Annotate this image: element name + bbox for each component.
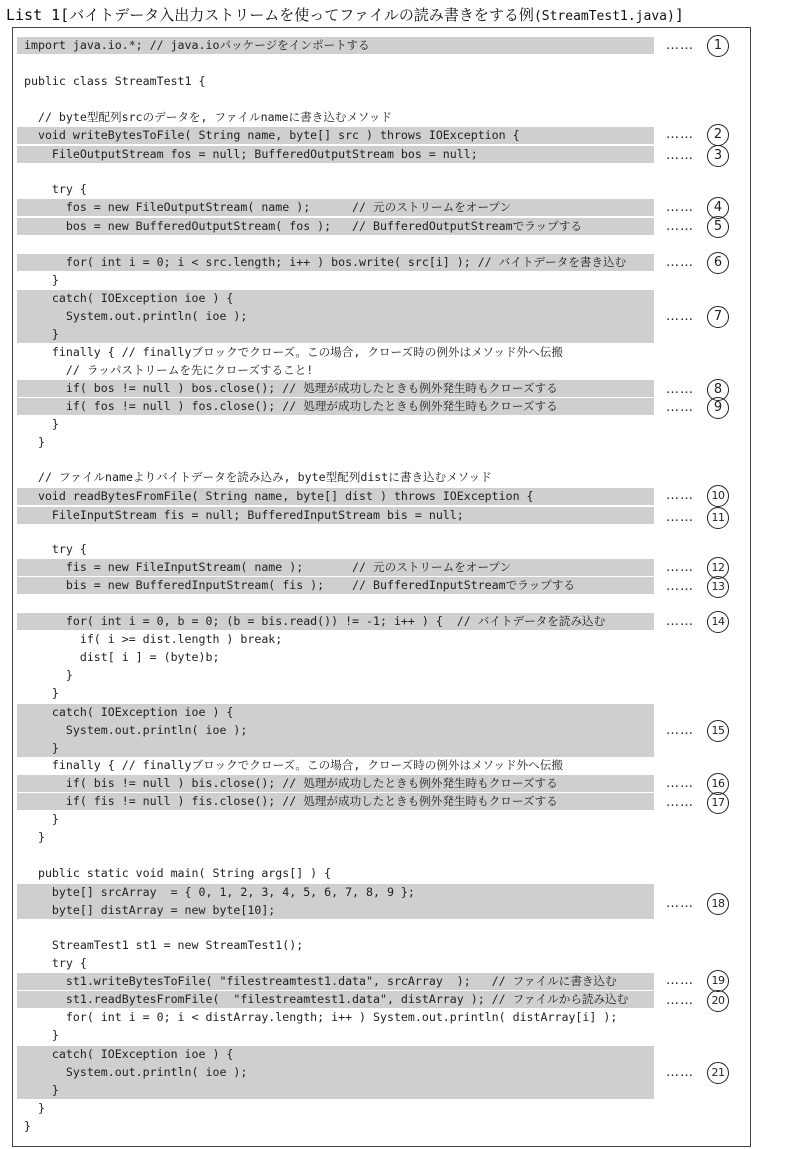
code-line: FileInputStream fis = null; BufferedInputStream bis = null;	[24, 508, 464, 522]
code-line: public class StreamTest1 {	[24, 74, 206, 88]
circled-number: 3	[707, 145, 729, 167]
line-marker	[666, 576, 756, 600]
line-marker	[666, 611, 756, 635]
line-marker	[666, 145, 756, 169]
code-line: if( fis != null ) fis.close(); // 処理が成功したときも例外発生時もクローズする	[24, 794, 558, 808]
leader-dots: ……	[666, 255, 694, 270]
title-main: バイトデータ入出力ストリームを使ってファイルの読み書きをする例	[69, 6, 534, 24]
line-marker	[666, 216, 756, 240]
code-line: }	[24, 1119, 31, 1133]
circled-number: 17	[707, 792, 729, 814]
code-line: fis = new FileInputStream( name ); // 元のストリームをオープン	[24, 560, 512, 574]
leader-dots: ……	[666, 510, 694, 525]
leader-dots: ……	[666, 776, 694, 791]
code-line: if( fos != null ) fos.close(); // 処理が成功したときも例外発生時もクローズする	[24, 399, 558, 413]
code-line: public static void main( String args[] ) {	[24, 866, 332, 880]
leader-dots: ……	[666, 488, 694, 503]
title-prefix: List 1[	[6, 6, 70, 24]
code-line: st1.writeBytesToFile( "filestreamtest1.data", srcArray ); // ファイルに書き込む	[24, 974, 617, 988]
code-line: try {	[24, 542, 87, 556]
circled-number: 12	[707, 557, 729, 579]
circled-number: 16	[707, 773, 729, 795]
circled-number: 13	[707, 576, 729, 598]
code-line: try {	[24, 956, 87, 970]
circled-number: 1	[707, 35, 729, 57]
code-line: }	[24, 273, 59, 287]
title-suffix: ]	[674, 6, 684, 24]
circled-number: 9	[707, 397, 729, 419]
leader-dots: ……	[666, 38, 694, 53]
code-line: catch( IOException ioe ) {	[24, 705, 234, 719]
code-line: StreamTest1 st1 = new StreamTest1();	[24, 938, 304, 952]
code-line: byte[] srcArray = { 0, 1, 2, 3, 4, 5, 6, 7, 8, 9 };	[24, 885, 415, 899]
circled-number: 11	[707, 507, 729, 529]
code-line: if( bos != null ) bos.close(); // 処理が成功したときも例外発生時もクローズする	[24, 381, 558, 395]
circled-number: 15	[707, 720, 729, 742]
code-line: if( bis != null ) bis.close(); // 処理が成功したときも例外発生時もクローズする	[24, 776, 558, 790]
circled-number: 21	[707, 1062, 729, 1084]
code-line: dist[ i ] = (byte)b;	[24, 650, 220, 664]
leader-dots: ……	[666, 579, 694, 594]
code-line: bos = new BufferedOutputStream( fos ); // BufferedOutputStreamでラップする	[24, 219, 582, 233]
code-line: catch( IOException ioe ) {	[24, 291, 234, 305]
line-marker	[666, 35, 756, 59]
circled-number: 8	[707, 379, 729, 401]
code-line: FileOutputStream fos = null; BufferedOutputStream bos = null;	[24, 147, 478, 161]
code-line: }	[24, 830, 45, 844]
leader-dots: ……	[666, 400, 694, 415]
code-line: // ラッパストリームを先にクローズすること!	[24, 363, 314, 377]
circled-number: 20	[707, 990, 729, 1012]
leader-dots: ……	[666, 896, 694, 911]
code-line: }	[24, 1083, 59, 1097]
leader-dots: ……	[666, 795, 694, 810]
line-marker	[666, 507, 756, 531]
circled-number: 2	[707, 124, 729, 146]
circled-number: 10	[707, 485, 729, 507]
leader-dots: ……	[666, 309, 694, 324]
leader-dots: ……	[666, 560, 694, 575]
code-line: }	[24, 741, 59, 755]
code-line: byte[] distArray = new byte[10];	[24, 903, 276, 917]
circled-number: 4	[707, 197, 729, 219]
code-line: }	[24, 1101, 45, 1115]
circled-number: 6	[707, 252, 729, 274]
leader-dots: ……	[666, 200, 694, 215]
code-line: }	[24, 417, 59, 431]
code-line: System.out.println( ioe );	[24, 309, 248, 323]
code-line: }	[24, 686, 59, 700]
title-filename: (StreamTest1.java)	[533, 9, 675, 24]
code-line: }	[24, 812, 59, 826]
line-marker	[666, 990, 756, 1014]
code-line: bis = new BufferedInputStream( fis ); // BufferedInputStreamでラップする	[24, 578, 575, 592]
code-line: for( int i = 0, b = 0; (b = bis.read()) != -1; i++ ) { // バイトデータを読み込む	[24, 614, 606, 628]
leader-dots: ……	[666, 127, 694, 142]
circled-number: 19	[707, 970, 729, 992]
code-line: for( int i = 0; i < src.length; i++ ) bos.write( src[i] ); // バイトデータを書き込む	[24, 255, 627, 269]
line-marker	[666, 792, 756, 816]
leader-dots: ……	[666, 723, 694, 738]
code-line: finally { // finallyブロックでクローズ。この場合, クローズ時の例外はメソッド外へ伝搬	[24, 758, 563, 772]
code-line: }	[24, 327, 59, 341]
code-line: }	[24, 1028, 59, 1042]
circled-number: 18	[707, 893, 729, 915]
leader-dots: ……	[666, 382, 694, 397]
circled-number: 14	[707, 611, 729, 633]
code-line: }	[24, 435, 45, 449]
code-line: import java.io.*; // java.ioパッケージをインポートする	[24, 38, 370, 52]
leader-dots: ……	[666, 148, 694, 163]
line-marker	[666, 252, 756, 276]
circled-number: 5	[707, 216, 729, 238]
code-line: catch( IOException ioe ) {	[24, 1047, 234, 1061]
code-line: void readBytesFromFile( String name, byte[] dist ) throws IOException {	[24, 489, 534, 503]
line-marker	[666, 1062, 756, 1086]
circled-number: 7	[707, 306, 729, 328]
code-line: st1.readBytesFromFile( "filestreamtest1.data", distArray ); // ファイルから読み込む	[24, 992, 629, 1006]
code-line: try {	[24, 182, 87, 196]
code-line: finally { // finallyブロックでクローズ。この場合, クローズ時の例外はメソッド外へ伝搬	[24, 345, 563, 359]
code-line: }	[24, 668, 73, 682]
code-line: for( int i = 0; i < distArray.length; i++ ) System.out.println( distArray[i] );	[24, 1010, 618, 1024]
code-line: System.out.println( ioe );	[24, 1065, 248, 1079]
code-line: System.out.println( ioe );	[24, 723, 248, 737]
leader-dots: ……	[666, 219, 694, 234]
line-marker	[666, 720, 756, 744]
code-line: if( i >= dist.length ) break;	[24, 632, 283, 646]
leader-dots: ……	[666, 1065, 694, 1080]
line-marker	[666, 485, 756, 509]
leader-dots: ……	[666, 993, 694, 1008]
code-line: fos = new FileOutputStream( name ); // 元のストリームをオープン	[24, 200, 512, 214]
code-line: // byte型配列srcのデータを, ファイルnameに書き込むメソッド	[24, 110, 392, 124]
leader-dots: ……	[666, 614, 694, 629]
line-marker	[666, 893, 756, 917]
line-marker	[666, 397, 756, 421]
line-marker	[666, 306, 756, 330]
code-line: // ファイルnameよりバイトデータを読み込み, byte型配列distに書き込むメソッド	[24, 470, 492, 484]
code-line: void writeBytesToFile( String name, byte[] src ) throws IOException {	[24, 128, 520, 142]
leader-dots: ……	[666, 973, 694, 988]
